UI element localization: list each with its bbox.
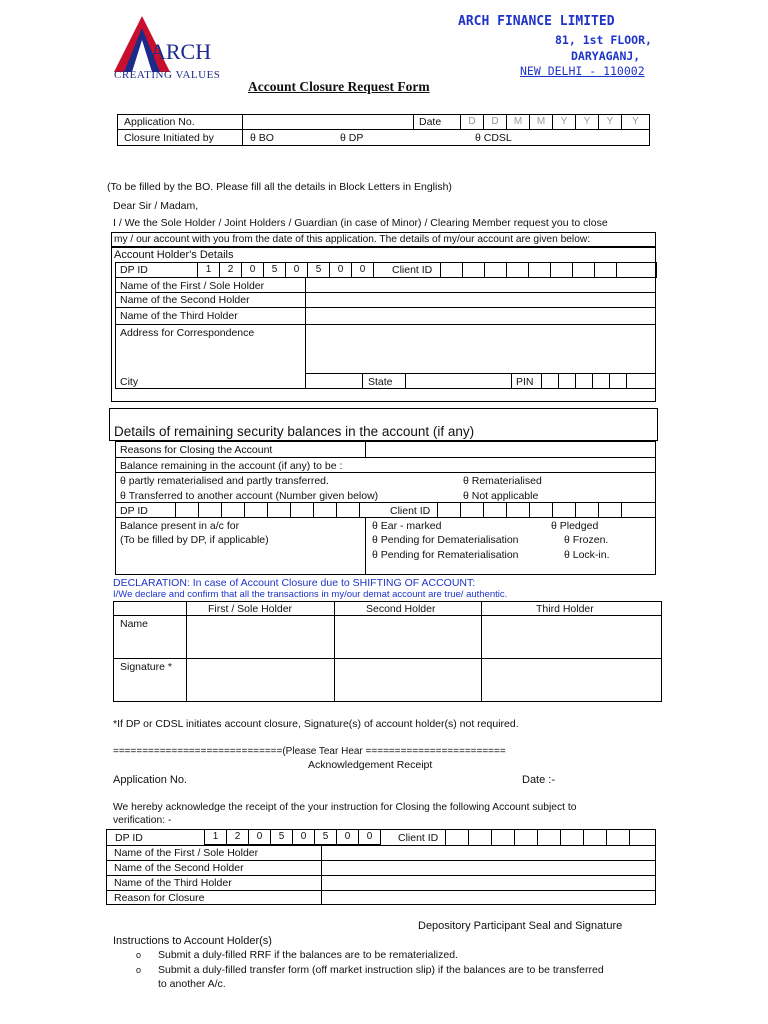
- filled-by-dp-label: (To be filled by DP, if applicable): [120, 534, 269, 546]
- option-pledged[interactable]: θ Pledged: [551, 520, 599, 532]
- date-box[interactable]: Y: [552, 114, 576, 130]
- bullet-icon: o: [136, 950, 142, 960]
- dp-id-digit: 0: [329, 262, 352, 278]
- dp-id-digit: 2: [219, 262, 242, 278]
- date-label: Date: [419, 116, 442, 128]
- option-lockin[interactable]: θ Lock-in.: [564, 549, 610, 561]
- date-box[interactable]: D: [483, 114, 507, 130]
- ack-client-id-label: Client ID: [398, 832, 439, 844]
- reasons-label: Reasons for Closing the Account: [120, 444, 273, 456]
- instruction-item-continuation: to another A/c.: [158, 978, 226, 990]
- date-box[interactable]: Y: [575, 114, 599, 130]
- dp-id-label: DP ID: [120, 264, 148, 276]
- instruction-item: Submit a duly-filled transfer form (off market instruction slip) if the balances are to be transferred: [158, 964, 604, 976]
- ack-dp-id-digit: 0: [248, 829, 271, 845]
- balance-present-label: Balance present in a/c for: [120, 520, 240, 532]
- dp-id-digit: 0: [351, 262, 374, 278]
- client-id-label: Client ID: [392, 264, 433, 276]
- ack-dp-id-digit: 1: [204, 829, 227, 845]
- col-third-holder: Third Holder: [536, 603, 594, 615]
- ack-dp-id-digit: 0: [292, 829, 315, 845]
- declaration-text: I/We declare and confirm that all the transactions in my/our demat account are true/ authentic.: [113, 589, 508, 600]
- dp-id-digit: 0: [241, 262, 264, 278]
- option-cdsl[interactable]: θ CDSL: [475, 132, 512, 144]
- ack-dp-id-label: DP ID: [115, 832, 143, 844]
- company-address-line1: [555, 34, 652, 46]
- company-name: ARCH FINANCE LIMITED: [458, 14, 615, 29]
- date-box[interactable]: M: [506, 114, 530, 130]
- date-boxes[interactable]: [460, 114, 650, 130]
- bullet-icon: o: [136, 965, 142, 975]
- ack-title: Acknowledgement Receipt: [308, 759, 433, 771]
- holder-details-heading: Account Holder's Details: [114, 249, 234, 261]
- option-dp[interactable]: θ DP: [340, 132, 364, 144]
- logo-tagline: CREATING VALUES: [114, 69, 221, 81]
- declaration-table: [113, 601, 662, 702]
- holder-instructions-heading: Instructions to Account Holder(s): [113, 935, 272, 947]
- option-pending-demat[interactable]: θ Pending for Dematerialisation: [372, 534, 519, 546]
- ack-date-label: Date :-: [522, 774, 556, 786]
- option-pending-remat[interactable]: θ Pending for Rematerialisation: [372, 549, 519, 561]
- option-not-applicable[interactable]: θ Not applicable: [463, 490, 539, 502]
- date-box[interactable]: Y: [621, 114, 650, 130]
- dp-id-digit: 0: [285, 262, 308, 278]
- city-label: City: [120, 376, 139, 388]
- ack-text-line1: We hereby acknowledge the receipt of the your instruction for Closing the following Account subject to: [113, 802, 577, 813]
- ack-reason-label: Reason for Closure: [114, 892, 205, 904]
- option-bo[interactable]: θ BO: [250, 132, 274, 144]
- first-holder-label: Name of the First / Sole Holder: [120, 280, 265, 292]
- dp-id-digit: 5: [263, 262, 286, 278]
- ack-first-holder-label: Name of the First / Sole Holder: [114, 847, 259, 859]
- address-label: Address for Correspondence: [120, 327, 255, 339]
- form-title: Account Closure Request Form: [248, 79, 430, 94]
- company-logo: [112, 14, 252, 84]
- salutation: Dear Sir / Madam,: [113, 200, 199, 212]
- ack-dp-id-digit: 2: [226, 829, 249, 845]
- address-line1: 81, 1st FLOOR,: [555, 33, 652, 47]
- tear-line: =============================(Please Tear Hear ========================: [113, 746, 506, 757]
- ack-dp-id-digit: 0: [336, 829, 359, 845]
- option-transferred[interactable]: θ Transferred to another account (Number given below): [120, 490, 379, 502]
- balances-client-id-label: Client ID: [390, 505, 431, 517]
- col-second-holder: Second Holder: [366, 603, 436, 615]
- balance-remaining-label: Balance remaining in the account (if any) to be :: [120, 460, 343, 472]
- date-box[interactable]: D: [460, 114, 484, 130]
- row-signature-label: Signature *: [120, 661, 172, 673]
- ack-dp-id-digit: 0: [358, 829, 381, 845]
- option-earmarked[interactable]: θ Ear - marked: [372, 520, 442, 532]
- pin-label: PIN: [516, 376, 534, 388]
- ack-dp-id-digit: 5: [270, 829, 293, 845]
- footnote: *If DP or CDSL initiates account closure, Signature(s) of account holder(s) not required.: [113, 718, 519, 730]
- row-name-label: Name: [120, 618, 149, 630]
- date-box[interactable]: Y: [598, 114, 622, 130]
- balances-heading: Details of remaining security balances in the account (if any): [114, 424, 475, 439]
- balances-dp-id-label: DP ID: [120, 505, 148, 517]
- company-address-line3: NEW DELHI - 110002: [520, 64, 645, 78]
- third-holder-label: Name of the Third Holder: [120, 310, 238, 322]
- option-partly[interactable]: θ partly rematerialised and partly transferred.: [120, 475, 329, 487]
- ack-dp-id-digit: 5: [314, 829, 337, 845]
- logo-text: ARCH: [150, 39, 212, 64]
- ack-text-line2: verification: -: [113, 815, 172, 826]
- option-frozen[interactable]: θ Frozen.: [564, 534, 609, 546]
- instruction-item: Submit a duly-filled RRF if the balances are to be rematerialized.: [158, 949, 458, 961]
- second-holder-label: Name of the Second Holder: [120, 294, 250, 306]
- ack-application-no-label: Application No.: [113, 774, 187, 786]
- option-rematerialised[interactable]: θ Rematerialised: [463, 475, 542, 487]
- dp-id-digit: 5: [307, 262, 330, 278]
- request-line1: I / We the Sole Holder / Joint Holders / Guardian (in case of Minor) / Clearing Member request you to close: [113, 217, 608, 229]
- col-first-holder: First / Sole Holder: [208, 603, 293, 615]
- dp-id-digit: 1: [197, 262, 220, 278]
- closure-initiated-label: Closure Initiated by: [124, 132, 214, 144]
- seal-signature-label: Depository Participant Seal and Signature: [418, 920, 623, 932]
- instructions-note: (To be filled by the BO. Please fill all the details in Block Letters in English): [107, 181, 452, 193]
- declaration-heading: DECLARATION: In case of Account Closure due to SHIFTING OF ACCOUNT:: [113, 577, 476, 589]
- application-no-label: Application No.: [124, 116, 195, 128]
- ack-second-holder-label: Name of the Second Holder: [114, 862, 244, 874]
- date-box[interactable]: M: [529, 114, 553, 130]
- request-line2: my / our account with you from the date of this application. The details of my/our account are given below:: [114, 234, 591, 245]
- ack-third-holder-label: Name of the Third Holder: [114, 877, 232, 889]
- state-label: State: [368, 376, 393, 388]
- company-address-line2: DARYAGANJ,: [571, 49, 641, 63]
